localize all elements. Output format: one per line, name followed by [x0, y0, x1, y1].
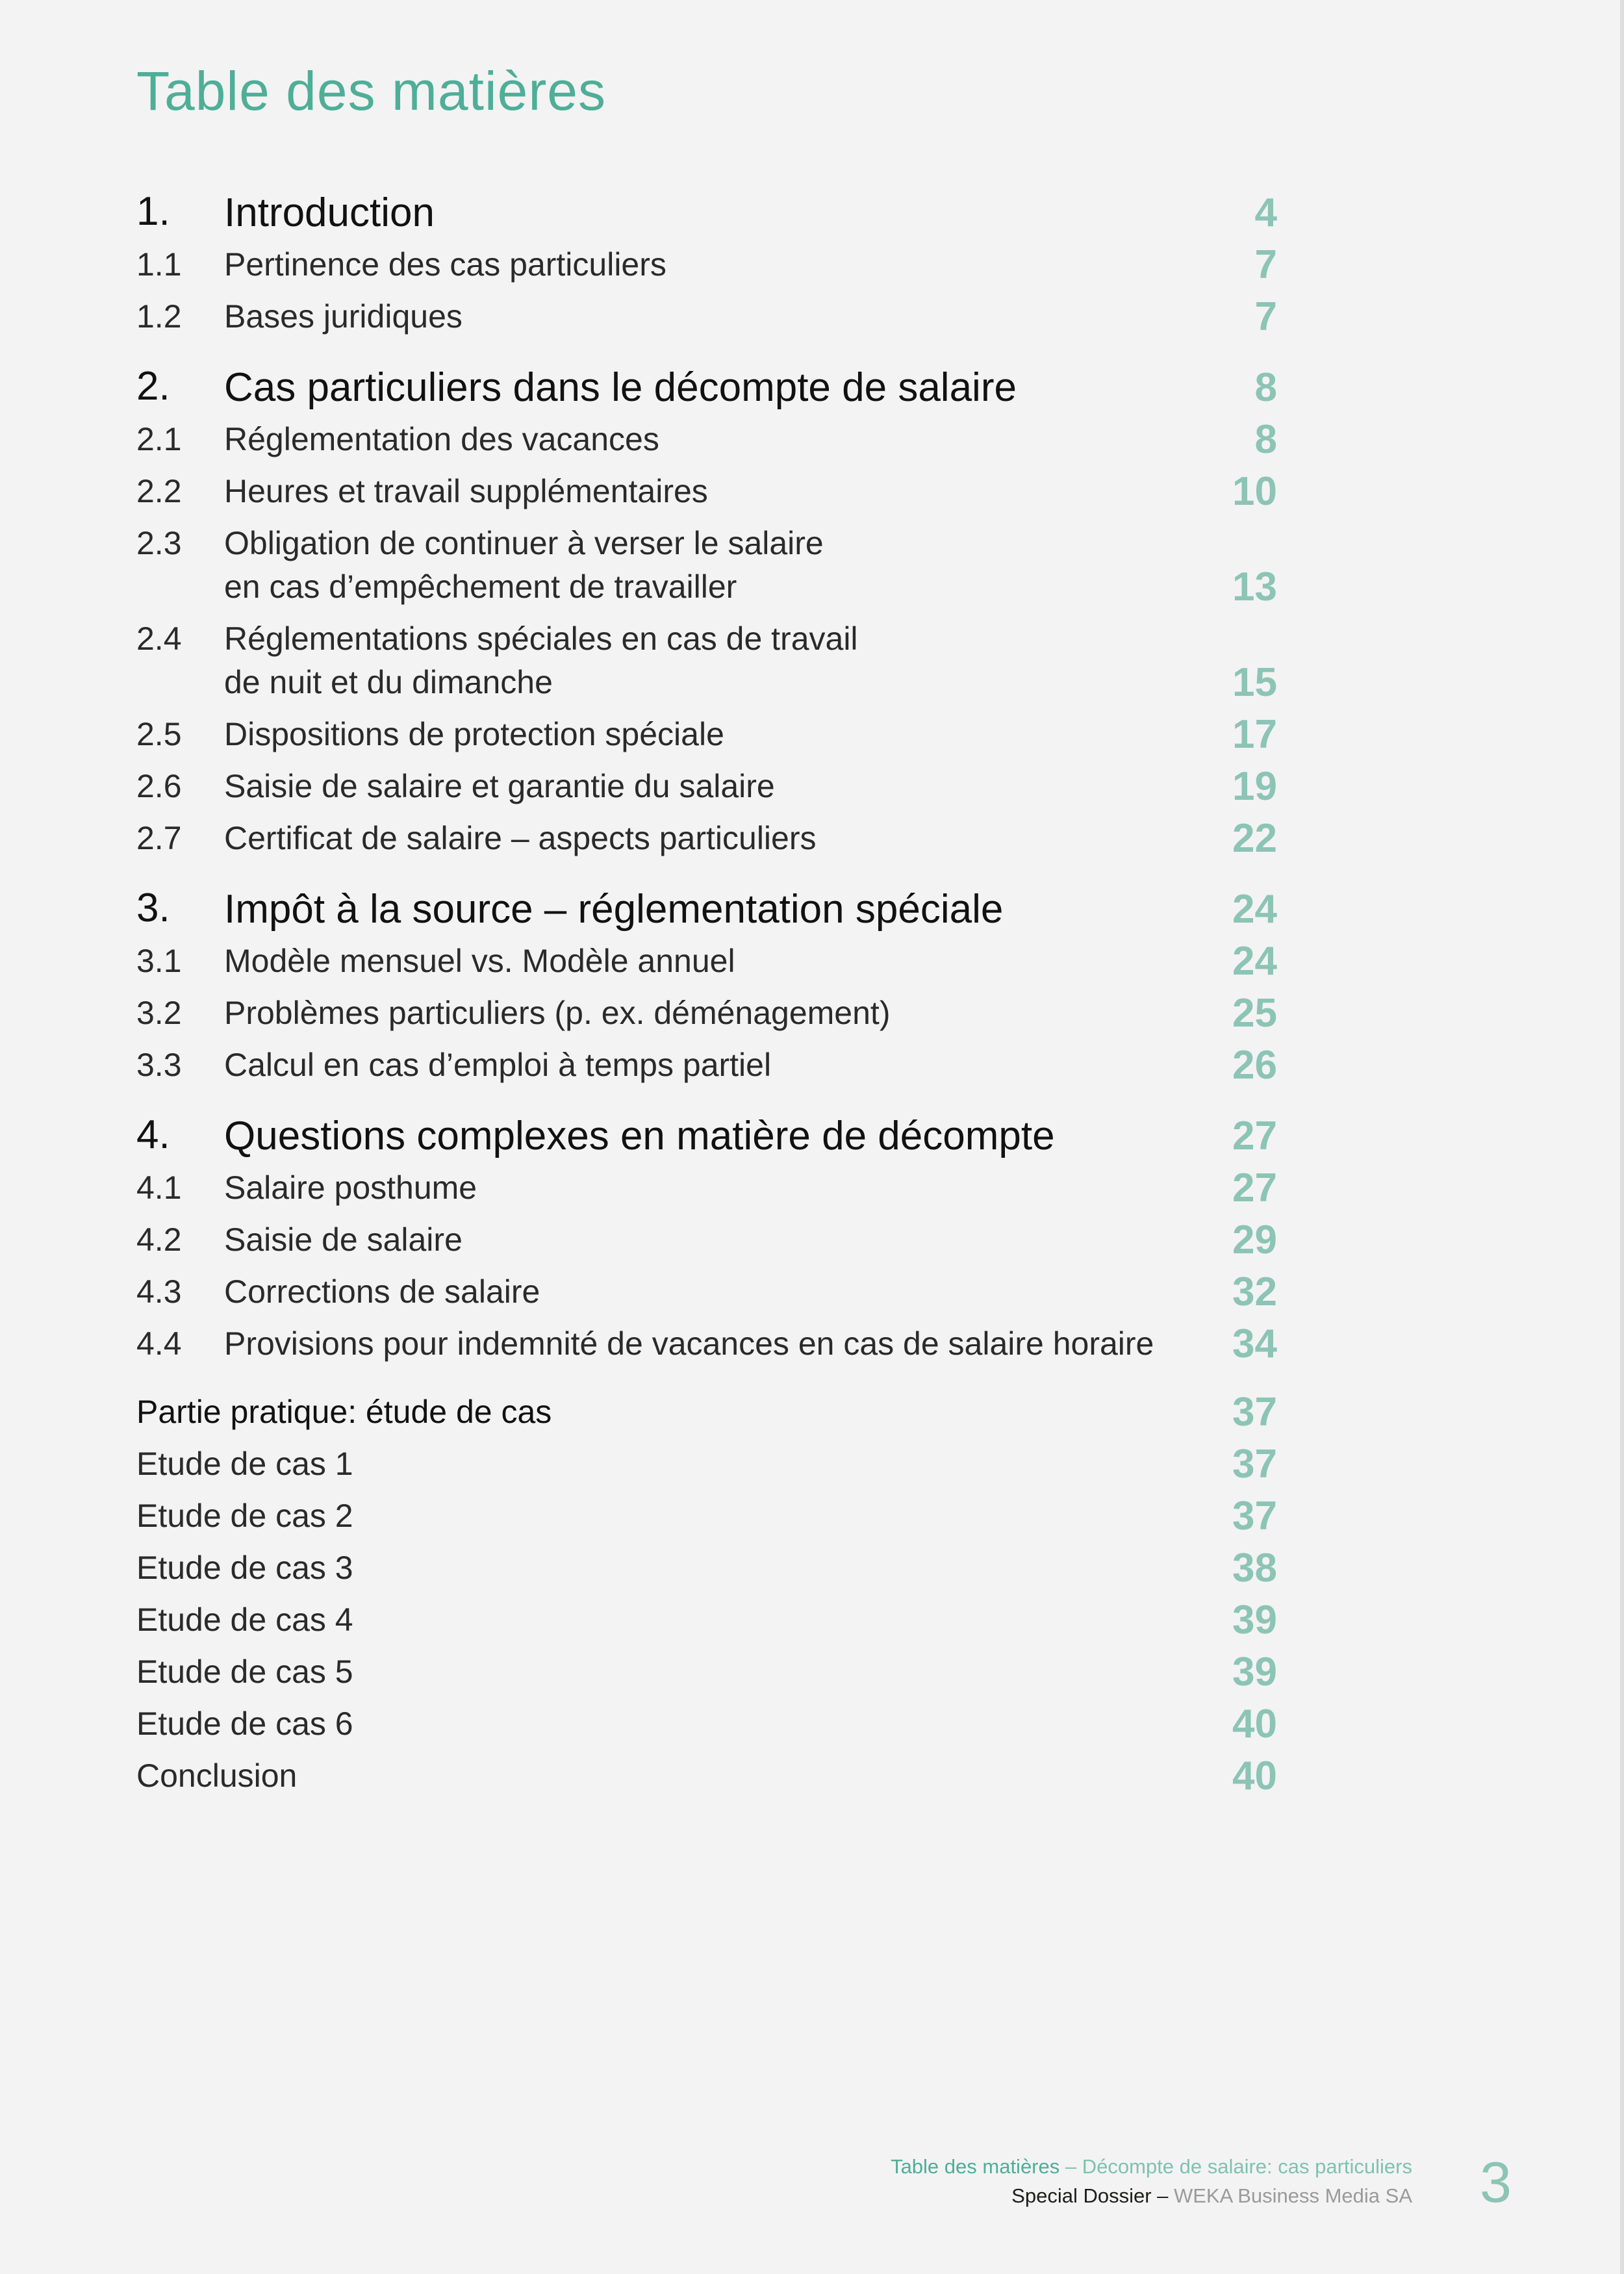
toc-entry-number: 4. — [136, 1112, 170, 1157]
toc-entry-label — [224, 765, 1173, 808]
toc-case-study-row[interactable] — [136, 1702, 1277, 1746]
toc-entry-number: 4.3 — [136, 1273, 182, 1310]
toc-entry-label-line: Bases juridiques — [224, 298, 463, 335]
toc-section-row[interactable] — [136, 617, 1277, 704]
page-edge-shadow — [1620, 0, 1624, 2274]
toc-entry-page: 27 — [1232, 1114, 1277, 1158]
toc-entry-label — [224, 295, 1173, 339]
toc-entry-label — [224, 1218, 1173, 1262]
toc-entry-label — [224, 991, 1173, 1035]
toc-case-study-row[interactable] — [136, 1546, 1277, 1590]
toc-entry-label — [224, 1166, 1173, 1210]
toc-entry-label-line: Problèmes particuliers (p. ex. déménagement) — [224, 995, 891, 1031]
toc-entry-label — [224, 418, 1173, 461]
toc-entry-label-line: Impôt à la source – réglementation spéciale — [224, 887, 1004, 932]
toc-entry-label-line: de nuit et du dimanche — [224, 664, 553, 700]
toc-entry-label-line: Certificat de salaire – aspects particuliers — [224, 820, 817, 856]
toc-entry-number: 3.3 — [136, 1047, 182, 1083]
footer-document-title: Décompte de salaire: cas particuliers — [1082, 2155, 1412, 2178]
toc-entry-label-line: Questions complexes en matière de décompte — [224, 1114, 1055, 1158]
footer-section-title: Table des matières — [891, 2155, 1060, 2178]
toc-chapter-row[interactable] — [136, 885, 1277, 931]
footer-publisher: WEKA Business Media SA — [1174, 2184, 1412, 2207]
toc-entry-number: 2.5 — [136, 716, 182, 752]
toc-entry-number: 2.1 — [136, 421, 182, 457]
toc-entry-label-line: Heures et travail supplémentaires — [224, 473, 708, 509]
toc-entry-number: 4.2 — [136, 1221, 182, 1258]
toc-entry-page: 37 — [1232, 1442, 1277, 1487]
page-footer — [891, 2152, 1412, 2210]
toc-entry-page: 37 — [1232, 1390, 1277, 1435]
toc-entry-page: 7 — [1254, 294, 1277, 339]
toc-case-study-row[interactable] — [136, 1754, 1277, 1798]
toc-section-row[interactable] — [136, 1043, 1277, 1087]
toc-entry-label — [224, 617, 1173, 704]
toc-entry-label — [224, 522, 1173, 609]
toc-section-row[interactable] — [136, 765, 1277, 808]
toc-entry-label — [224, 939, 1173, 983]
toc-entry-page: 24 — [1232, 939, 1277, 984]
toc-case-study-row[interactable] — [136, 1494, 1277, 1538]
toc-section-row[interactable] — [136, 470, 1277, 513]
toc-entry-page: 40 — [1232, 1754, 1277, 1798]
toc-entry-label: Conclusion — [136, 1757, 298, 1794]
toc-entry-label: Partie pratique: étude de cas — [136, 1394, 552, 1430]
toc-practice-heading-row[interactable] — [136, 1390, 1277, 1434]
toc-entry-page: 24 — [1232, 887, 1277, 932]
toc-entry-page: 13 — [1232, 565, 1277, 609]
toc-entry-label-line: Modèle mensuel vs. Modèle annuel — [224, 943, 735, 979]
toc-entry-page: 7 — [1254, 242, 1277, 287]
toc-entry-number: 2.7 — [136, 820, 182, 856]
toc-entry-number: 1.1 — [136, 246, 182, 283]
toc-chapter-row[interactable] — [136, 188, 1277, 235]
toc-entry-page: 29 — [1232, 1218, 1277, 1262]
toc-entry-number: 3. — [136, 886, 170, 930]
toc-entry-page: 19 — [1232, 764, 1277, 809]
toc-entry-label — [224, 1270, 1173, 1314]
toc-entry-label-line: en cas d’empêchement de travailler — [224, 568, 737, 605]
toc-entry-number: 2.2 — [136, 473, 182, 509]
toc-section-row[interactable] — [136, 713, 1277, 756]
toc-entry-label: Etude de cas 3 — [136, 1550, 353, 1586]
footer-series: Special Dossier — [1011, 2184, 1152, 2207]
toc-entry-page: 26 — [1232, 1043, 1277, 1088]
toc-entry-label — [224, 1114, 1173, 1158]
toc-chapter-row[interactable] — [136, 1112, 1277, 1158]
toc-entry-label: Etude de cas 4 — [136, 1602, 353, 1638]
toc-entry-label: Etude de cas 5 — [136, 1654, 353, 1690]
toc-entry-label — [224, 191, 1173, 235]
toc-entry-label-line: Pertinence des cas particuliers — [224, 246, 666, 283]
toc-case-study-row[interactable] — [136, 1598, 1277, 1642]
page-title: Table des matières — [136, 60, 607, 121]
toc-entry-label — [224, 713, 1173, 756]
toc-entry-label-line: Saisie de salaire et garantie du salaire — [224, 768, 775, 804]
toc-entry-page: 40 — [1232, 1702, 1277, 1746]
table-of-contents — [136, 188, 1277, 1798]
toc-entry-page: 37 — [1232, 1494, 1277, 1539]
page-number: 3 — [1480, 2150, 1512, 2214]
toc-case-study-row[interactable] — [136, 1650, 1277, 1694]
toc-entry-label-line: Corrections de salaire — [224, 1273, 540, 1310]
toc-entry-page: 27 — [1232, 1166, 1277, 1210]
toc-entry-page: 32 — [1232, 1270, 1277, 1314]
toc-entry-number: 2. — [136, 364, 170, 409]
toc-entry-number: 3.2 — [136, 995, 182, 1031]
toc-section-row[interactable] — [136, 991, 1277, 1035]
toc-entry-label — [224, 1043, 1173, 1087]
toc-case-study-row[interactable] — [136, 1442, 1277, 1486]
toc-entry-page: 10 — [1232, 469, 1277, 514]
toc-entry-label-line: Réglementation des vacances — [224, 421, 659, 457]
toc-entry-number: 1. — [136, 189, 170, 234]
toc-entry-page: 8 — [1254, 365, 1277, 410]
toc-section-row[interactable] — [136, 939, 1277, 983]
toc-entry-number: 2.6 — [136, 768, 182, 804]
toc-entry-label-line: Provisions pour indemnité de vacances en cas de salaire horaire — [224, 1325, 1154, 1362]
toc-entry-page: 8 — [1254, 417, 1277, 462]
toc-section-row[interactable] — [136, 418, 1277, 461]
toc-entry-number: 1.2 — [136, 298, 182, 335]
toc-entry-page: 22 — [1232, 816, 1277, 861]
toc-section-row[interactable] — [136, 817, 1277, 860]
toc-entry-label-line: Saisie de salaire — [224, 1221, 463, 1258]
toc-entry-label: Etude de cas 6 — [136, 1706, 353, 1742]
toc-entry-page: 25 — [1232, 991, 1277, 1036]
toc-entry-label — [224, 243, 1173, 287]
toc-entry-label-line: Obligation de continuer à verser le salaire — [224, 525, 824, 561]
toc-entry-label-line: Introduction — [224, 190, 435, 235]
toc-section-row[interactable] — [136, 1218, 1277, 1262]
toc-section-row[interactable] — [136, 522, 1277, 609]
toc-section-row[interactable] — [136, 1166, 1277, 1210]
toc-entry-number: 3.1 — [136, 943, 182, 979]
toc-section-row[interactable] — [136, 295, 1277, 339]
toc-entry-number: 2.3 — [136, 525, 182, 561]
toc-entry-label — [224, 366, 1173, 409]
toc-entry-label: Etude de cas 1 — [136, 1446, 353, 1482]
toc-entry-label-line: Salaire posthume — [224, 1169, 477, 1206]
toc-entry-label: Etude de cas 2 — [136, 1498, 353, 1534]
toc-entry-page: 39 — [1232, 1598, 1277, 1642]
toc-entry-label-line: Calcul en cas d’emploi à temps partiel — [224, 1047, 772, 1083]
toc-entry-label-line: Dispositions de protection spéciale — [224, 716, 724, 752]
toc-section-row[interactable] — [136, 1270, 1277, 1314]
toc-section-row[interactable] — [136, 243, 1277, 287]
footer-separator: – — [1151, 2184, 1174, 2207]
toc-entry-label — [224, 888, 1173, 931]
footer-line-1 — [891, 2152, 1412, 2181]
toc-entry-page: 4 — [1254, 190, 1277, 235]
toc-entry-page: 17 — [1232, 712, 1277, 757]
footer-line-2 — [891, 2181, 1412, 2210]
toc-entry-label — [224, 470, 1173, 513]
toc-entry-label — [224, 1322, 1173, 1366]
toc-entry-number: 4.4 — [136, 1325, 182, 1362]
toc-chapter-row[interactable] — [136, 363, 1277, 409]
toc-entry-page: 38 — [1232, 1546, 1277, 1591]
toc-section-row[interactable] — [136, 1322, 1277, 1366]
toc-entry-label-line: Réglementations spéciales en cas de travail — [224, 620, 858, 657]
toc-entry-page: 39 — [1232, 1650, 1277, 1694]
toc-entry-page: 15 — [1232, 660, 1277, 705]
toc-entry-number: 2.4 — [136, 620, 182, 657]
toc-entry-page: 34 — [1232, 1322, 1277, 1366]
toc-entry-label-line: Cas particuliers dans le décompte de salaire — [224, 365, 1017, 410]
footer-separator: – — [1059, 2155, 1082, 2178]
toc-entry-number: 4.1 — [136, 1169, 182, 1206]
toc-entry-label — [224, 817, 1173, 860]
